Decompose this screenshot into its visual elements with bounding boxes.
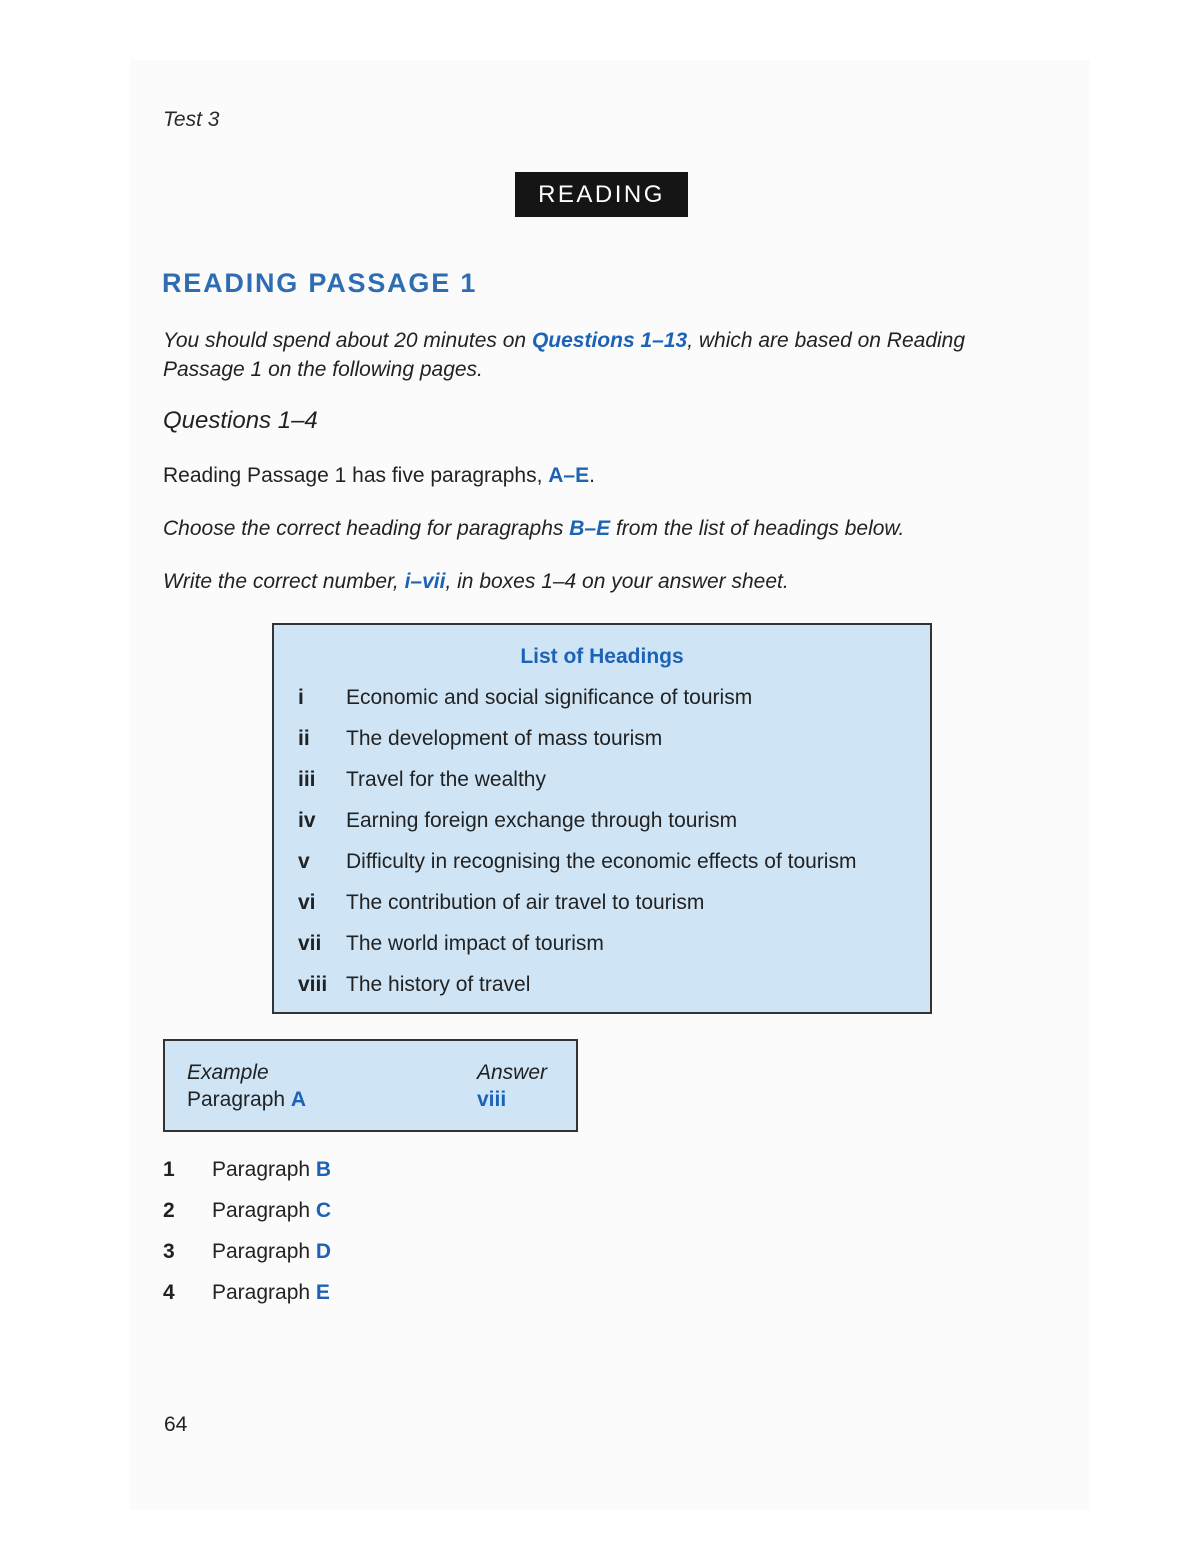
intro-text: You should spend about 20 minutes on	[163, 329, 532, 352]
question-number: 3	[163, 1240, 175, 1263]
question-letter: B	[315, 1158, 332, 1181]
question-number: 2	[163, 1199, 175, 1222]
heading-number: ii	[298, 727, 310, 750]
question-letter: C	[315, 1199, 332, 1222]
instruction-text-end: , in boxes 1–4 on your answer sheet.	[445, 570, 789, 593]
instruction-paragraphs	[163, 461, 595, 490]
heading-text: Travel for the wealthy	[346, 768, 546, 791]
instruction-choose	[163, 514, 904, 543]
instruction-number-range: i–vii	[404, 570, 446, 593]
heading-text: The world impact of tourism	[346, 932, 604, 955]
heading-text: Earning foreign exchange through tourism	[346, 809, 738, 832]
question-prefix: Paragraph	[212, 1199, 316, 1222]
running-head: Test 3	[163, 108, 220, 131]
question-prefix: Paragraph	[212, 1158, 316, 1181]
heading-text: The development of mass tourism	[346, 727, 663, 750]
question-text	[212, 1237, 331, 1267]
heading-text: The contribution of air travel to tourism	[346, 891, 705, 914]
page-number: 64	[164, 1413, 188, 1436]
intro-text-line2: Passage 1 on the following pages.	[163, 358, 483, 381]
example-item-prefix: Paragraph	[187, 1088, 291, 1111]
instruction-write	[163, 567, 789, 596]
heading-number: iii	[298, 768, 316, 791]
question-number: 1	[163, 1158, 175, 1181]
question-letter: E	[315, 1281, 330, 1304]
instruction-text: Write the correct number,	[163, 570, 405, 593]
answer-label: Answer	[477, 1061, 548, 1084]
intro-question-range: Questions 1–13	[531, 329, 688, 352]
heading-text: The history of travel	[346, 973, 531, 996]
example-item-letter: A	[290, 1088, 307, 1111]
heading-text: Economic and social significance of tourism	[346, 686, 753, 709]
question-number: 4	[163, 1281, 175, 1304]
heading-text: Difficulty in recognising the economic effects of tourism	[346, 850, 857, 873]
instruction-text-end: .	[589, 464, 595, 487]
heading-number: vi	[298, 891, 316, 914]
instruction-text: Choose the correct heading for paragraphs	[163, 517, 570, 540]
instruction-paragraph-range: B–E	[569, 517, 611, 540]
instruction-text-end: from the list of headings below.	[610, 517, 905, 540]
section-banner: READING	[515, 172, 688, 217]
question-text	[212, 1196, 331, 1226]
example-box	[163, 1039, 578, 1132]
question-prefix: Paragraph	[212, 1281, 316, 1304]
question-letter: D	[315, 1240, 332, 1263]
heading-number: i	[298, 686, 304, 709]
example-item	[187, 1088, 306, 1112]
answer-value: viii	[477, 1088, 507, 1111]
heading-number: vii	[298, 932, 322, 955]
passage-title: READING PASSAGE 1	[162, 268, 478, 298]
question-text	[212, 1278, 330, 1308]
headings-list-box	[272, 623, 932, 1014]
heading-number: viii	[298, 973, 328, 996]
heading-number: iv	[298, 809, 316, 832]
question-prefix: Paragraph	[212, 1240, 316, 1263]
intro-text-cont: , which are based on Reading	[687, 329, 966, 352]
question-text	[212, 1155, 331, 1185]
instruction-paragraph-range: A–E	[548, 464, 590, 487]
instruction-text: Reading Passage 1 has five paragraphs,	[163, 464, 549, 487]
heading-number: v	[298, 850, 310, 873]
questions-heading: Questions 1–4	[163, 407, 318, 434]
example-label: Example	[187, 1061, 269, 1084]
passage-intro	[163, 326, 965, 384]
headings-list-title: List of Headings	[520, 645, 684, 668]
